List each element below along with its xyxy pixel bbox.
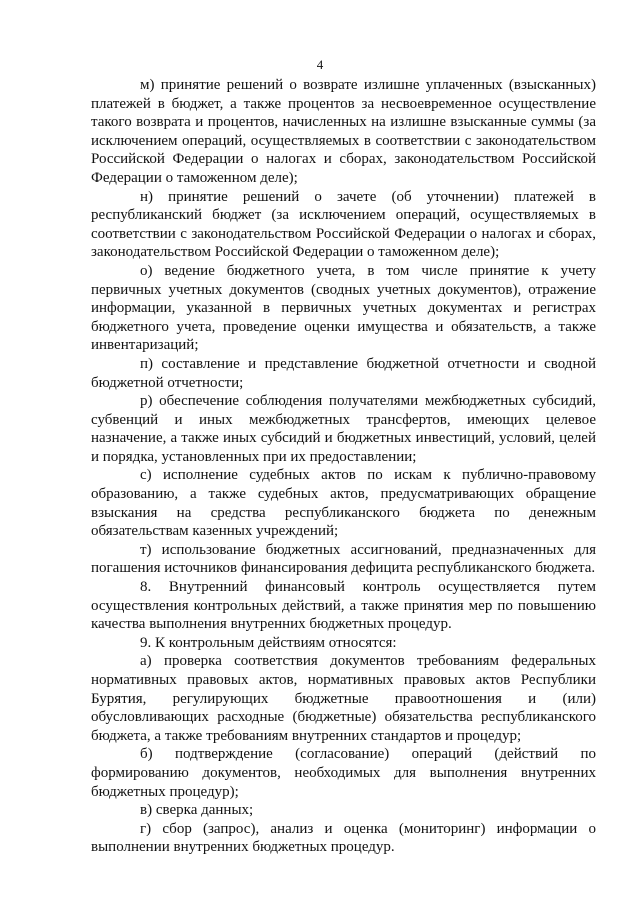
- paragraph-r: р) обеспечение соблюдения получателями межбюджетных субсидий, субвенций и иных межбюджетных трансфертов, имеющих целевое назначение, а также иных субсидий и бюджетных инвестиций, условий, целей и порядка, установленных при их предоставлении;: [91, 393, 596, 465]
- paragraph-9: 9. К контрольным действиям относятся:: [140, 634, 397, 651]
- paragraph-a: а) проверка соответствия документов требованиям федеральных нормативных правовых актов, нормативных правовых актов Республики Бурятия, регулирующих бюджетные правоотношения и (или) обусловливающих расходные (бюджетные) обязательства республиканского бюджета, а также требованиям внутренних стандартов и процедур;: [91, 653, 596, 744]
- paragraph-o: о) ведение бюджетного учета, в том числе принятие к учету первичных учетных документов (сводных учетных документов), отражение информации, указанной в первичных учетных документах и регистрах бюджетного учета, проведение оценки имущества и обязательств, а также инвентаризаций;: [91, 262, 596, 354]
- document-body: [91, 76, 596, 857]
- paragraph-v: в) сверка данных;: [140, 802, 254, 819]
- paragraph-8: 8. Внутренний финансовый контроль осуществляется путем осуществления контрольных действий, а также принятия мер по повышению качества выполнения внутренних бюджетных процедур.: [91, 579, 596, 633]
- paragraph-t: т) использование бюджетных ассигнований, предназначенных для погашения источников финансирования дефицита республиканского бюджета.: [91, 541, 596, 577]
- paragraph-n: н) принятие решений о зачете (об уточнении) платежей в республиканский бюджет (за исключением операций, осуществляемых в соответствии с законодательством Российской Федерации о налогах и сборах, законодательством Российской Федерации о таможенном деле);: [91, 188, 596, 261]
- paragraph-p: п) составление и представление бюджетной отчетности и сводной бюджетной отчетности;: [91, 355, 596, 391]
- page-number: 4: [316, 57, 324, 72]
- paragraph-s: с) исполнение судебных актов по искам к публично-правовому образованию, а также судебных актов, предусматривающих обращение взыскания на средства республиканского бюджета по денежным обязательствам казенных учреждений;: [91, 467, 596, 540]
- paragraph-g: г) сбор (запрос), анализ и оценка (мониторинг) информации о выполнении внутренних бюджетных процедур.: [91, 820, 596, 856]
- paragraph-m: м) принятие решений о возврате излишне уплаченных (взысканных) платежей в бюджет, а также процентов за несвоевременное осуществление такого возврата и процентов, начисленных на излишне взысканные суммы (за исключением операций, осуществляемых в соответствии с законодательством Российской Федерации о налогах и сборах, законодательством Российской Федерации о таможенном деле);: [91, 77, 596, 186]
- paragraph-b: б) подтверждение (согласование) операций (действий по формированию документов, необходимых для выполнения внутренних бюджетных процедур);: [91, 746, 596, 800]
